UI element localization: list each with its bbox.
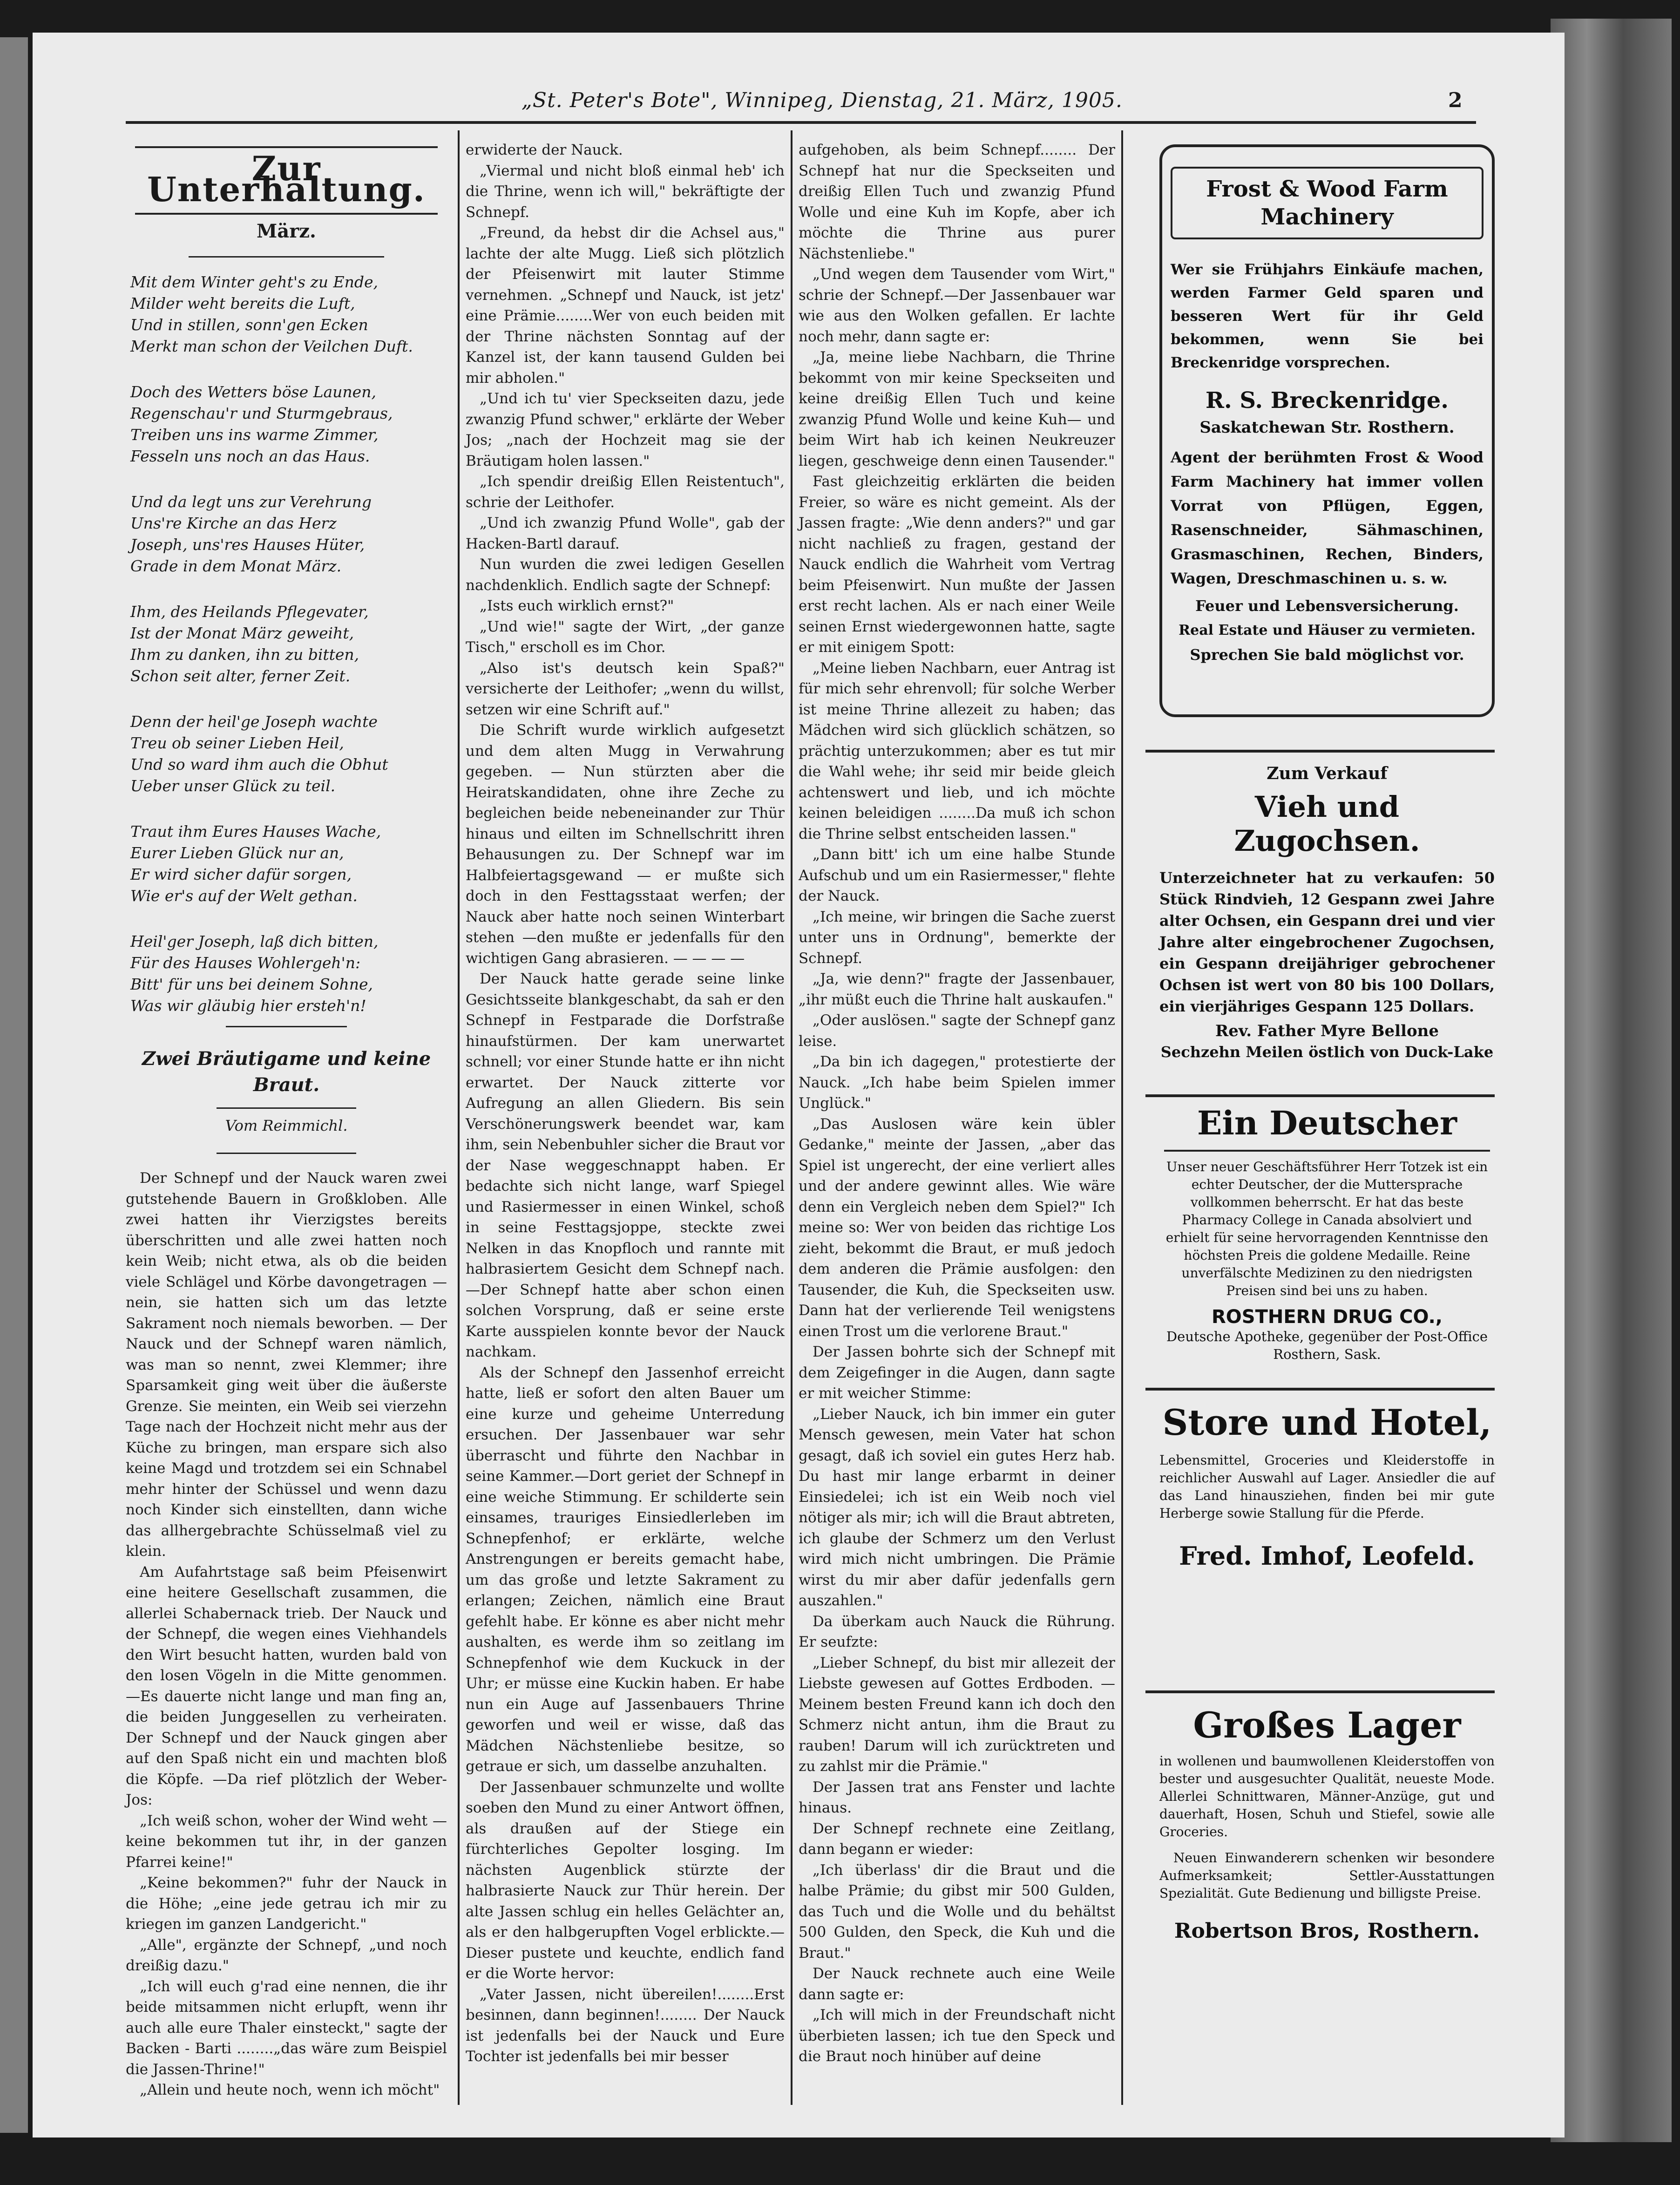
story-paragraph: Der Schnepf rechnete eine Zeitlang, dann begann er wieder: bbox=[799, 1820, 1115, 1858]
story-paragraph: Der Jassenbauer schmunzelte und wollte soeben den Mund zu einer Antwort öffnen, als draußen auf der Stiege ein fürchterliches Gepolter losging. Im nächsten Augenblick stürzte der halbrasierte Nauck zur Thür herein. Der alte Jassen schlug ein helles Gelächter an, als er den halbgerupften Vogel erblickte.— Dieser pustete und keuchte, endlich fand er die Worte hervor: bbox=[466, 1778, 785, 1982]
story-byline: Vom Reimmichl. bbox=[225, 1116, 348, 1134]
poem-stanza: Ihm, des Heilands Pflegevater, Ist der Monat März geweiht, Ihm zu danken, ihn zu bitten, Schon seit alter, ferner Zeit. bbox=[130, 602, 369, 685]
story-paragraph: „Ich spendir dreißig Ellen Reistentuch", schrie der Leithofer. bbox=[466, 473, 785, 511]
story-paragraph: „Ich weiß schon, woher der Wind weht —keine bekommen tut ihr, in der ganzen Pfarrei keine!" bbox=[126, 1812, 447, 1871]
section-rule-top bbox=[135, 146, 438, 148]
story-paragraph: „Ists euch wirklich ernst?" bbox=[480, 597, 674, 614]
ad-frost-wood-name: R. S. Breckenridge. bbox=[1206, 387, 1449, 414]
page-header bbox=[121, 88, 1471, 126]
column-1 bbox=[126, 140, 447, 2101]
story-paragraph: „Und ich tu' vier Speckseiten dazu, jede zwanzig Pfund schwer," erklärte der Weber Jos; „nach der Hochzeit mag sie der Bräutigam holen lassen." bbox=[466, 390, 785, 469]
poem-stanza: Heil'ger Joseph, laß dich bitten, Für des Hauses Wohlergeh'n: Bitt' für uns bei deinem Sohne, Was wir gläubig hier ersteh'n! bbox=[130, 932, 379, 1015]
ad-robertson-title: Großes Lager bbox=[1193, 1704, 1461, 1746]
story-paragraph: „Keine bekommen?" fuhr der Nauck in die Höhe; „eine jede getrau ich mir zu kriegen im ganzen Landgericht." bbox=[126, 1874, 447, 1933]
story-paragraph: „Dann bitt' ich um eine halbe Stunde Aufschub und um ein Rasiermesser," flehte der Nauck. bbox=[799, 846, 1115, 904]
column-3 bbox=[799, 140, 1115, 2067]
story-paragraph: Nun wurden die zwei ledigen Gesellen nachdenklich. Endlich sagte der Schnepf: bbox=[466, 556, 785, 594]
story-paragraph: „Oder auslösen." sagte der Schnepf ganz leise. bbox=[799, 1012, 1115, 1050]
ad-separator-3 bbox=[1145, 1388, 1495, 1391]
story-paragraph: „Ich meine, wir bringen die Sache zuerst unter uns in Ordnung", bemerkte der Schnepf. bbox=[799, 908, 1115, 967]
page-stack-edge bbox=[1551, 19, 1672, 2142]
ad-drug-company: ROSTHERN DRUG CO., bbox=[1211, 1306, 1443, 1328]
column-rule-3 bbox=[1121, 130, 1123, 2105]
ad-frost-wood-address: Saskatchewan Str. Rosthern. bbox=[1199, 418, 1455, 437]
story-paragraph: „Meine lieben Nachbarn, euer Antrag ist für mich sehr ehrenvoll; für solche Werber ist meine Thrine allezeit zu haben; das Mädchen wird sich glücklich schätzen, so prächtig unterzukommen; aber es tut mir die Wahl wehe; ihr seid mir beide gleich achtenswert und lieb, und ich möchte keinen beleidigen ........Da muß ich schon die Thrine selbst entscheiden lassen." bbox=[799, 659, 1115, 842]
story-paragraph: „Da bin ich dagegen," protestierte der Nauck. „Ich habe beim Spielen immer Unglück." bbox=[799, 1053, 1115, 1112]
story-paragraph: Fast gleichzeitig erklärten die beiden Freier, so wäre es nicht gemeint. Als der Jassen fragte: „Wie denn anders?" und gar nicht nachließ zu fragen, gestand der Nauck endlich die Wahrheit vom Vertrag beim Pfeisenwirt. Nun mußte der Jassen erst recht lachen. Als er nach einer Weile seinen Ernst wiedergewonnen hatte, sagte er mit einigem Spott: bbox=[799, 473, 1115, 656]
ad-robertson-signature: Robertson Bros, Rosthern. bbox=[1174, 1919, 1480, 1943]
ad-drug-rule bbox=[1164, 1150, 1490, 1152]
section-rule-bottom bbox=[135, 213, 438, 215]
story-paragraph: „Ich will euch g'rad eine nennen, die ihr beide mitsammen nicht erlupft, wenn ihr auch alle eure Thaler einsteckt," sagte der Backen - Barti ........„das wäre zum Beispiel die Jassen-Thrine!" bbox=[126, 1978, 447, 2078]
story-paragraph: „Und wegen dem Tausender vom Wirt," schrie der Schnepf.—Der Jassenbauer war wie aus den Wolken gefallen. Er lachte noch mehr, dann sagte er: bbox=[799, 266, 1115, 345]
poem-rule bbox=[189, 256, 384, 258]
story-paragraph: „Und wie!" sagte der Wirt, „der ganze Tisch," erscholl es im Chor. bbox=[466, 618, 785, 656]
story-paragraph: Der Schnepf und der Nauck waren zwei gutstehende Bauern in Großkloben. Alle zwei hatten ihr Vierzigstes bereits überschritten und alle zwei hatten noch kein Weib; nicht etwa, als ob die beiden viele Schlägel und Körbe davongetragen — nein, sie hatten sich um das letzte Sakrament noch niemals beworben. — Der Nauck und der Schnepf waren nämlich, was man so nennt, zwei Klemmer; ihre Sparsamkeit ging weit über die äußerste Grenze. Sie meinten, ein Weib sei vierzehn Tage nach der Hochzeit nicht mehr aus der Küche zu bringen, man erspare sich also keine Magd und trotzdem sei ein Schnabel mehr hinter der Schüssel und wenn dazu noch Kinder sich einstellten, dann wiche das allhergebrachte Schüsselmaß viel zu klein. bbox=[126, 1170, 447, 1560]
ad-frost-wood-title: Frost & Wood Farm Machinery bbox=[1171, 167, 1484, 239]
story-paragraph: Als der Schnepf den Jassenhof erreicht hatte, ließ er sofort den alten Bauer um eine kurze und geheime Unterredung ersuchen. Der Jassenbauer war sehr überrascht und führte den Nachbar in seine Kammer.—Dort geriet der Schnepf in eine weiche Stimmung. Er schilderte sein einsames, trauriges Einsiedlerleben im Schnepfenhof; er erklärte, welche Anstrengungen er bereits gemacht habe, um das große und letzte Sakrament zu erlangen; Zeichen, nämlich eine Braut gefehlt habe. Er könne es aber nicht mehr aushalten, es werde ihm so zeitlang im Schnepfenhof wie dem Kuckuck in der Uhr; er müsse eine Kuckin haben. Er habe nun ein Auge auf Jassenbauers Thrine geworfen und weil er wisse, daß das Mädchen Nächstenliebe besitze, so getraue er sich, um dasselbe anzuhalten. bbox=[466, 1364, 785, 1775]
story-paragraph: „Ja, meine liebe Nachbarn, die Thrine bekommt von mir keine Speckseiten und keine dreißig Ellen Tuch und keine zwanzig Pfund Wolle und keine Kuh— und beim Wirt hab ich keinen Neukreuzer liegen, geschweige denn einen Tausender." bbox=[799, 349, 1115, 469]
ad-vieh-signature: Rev. Father Myre Bellone bbox=[1215, 1022, 1439, 1040]
story-paragraph: erwiderte der Nauck. bbox=[466, 142, 623, 158]
story-paragraph: „Ja, wie denn?" fragte der Jassenbauer, „ihr müßt euch die Thrine halt auskaufen." bbox=[799, 970, 1115, 1008]
column-rule-1 bbox=[458, 130, 460, 2105]
header-rule bbox=[126, 121, 1476, 124]
poem-stanza: Mit dem Winter geht's zu Ende, Milder weht bereits die Luft, Und in stillen, sonn'gen Ecken Merkt man schon der Veilchen Duft. bbox=[130, 272, 413, 355]
poem-stanza: Doch des Wetters böse Launen, Regenschau'r und Sturmgebraus, Treiben uns ins warme Zimmer, Fesseln uns noch an das Haus. bbox=[130, 382, 393, 465]
story-paragraph: „Allein und heute noch, wenn ich möcht" bbox=[140, 2082, 440, 2098]
poem-end-rule bbox=[226, 1026, 347, 1027]
ad-frost-wood-intro: Wer sie Frühjahrs Einkäufe machen, werden Farmer Geld sparen und besseren Wert für ihr Geld bekommen, wenn Sie bei Breckenridge vorsprechen. bbox=[1171, 261, 1484, 371]
story-paragraph: Am Aufahrtstage saß beim Pfeisenwirt eine heitere Gesellschaft zusammen, die allerlei Schabernack trieb. Der Nauck und der Schnepf, die wegen eines Viehhandels den Wirt besucht hatten, wurden bald von den losen Vögeln in die Mitte genommen. —Es dauerte nicht lange und man fing an, die beiden Junggesellen zu verheiraten. Der Schnepf und der Nauck gingen aber auf den Spaß nicht ein und machten bloß die Köpfe. —Da rief plötzlich der Weber-Jos: bbox=[126, 1563, 447, 1808]
ad-robertson bbox=[1159, 1704, 1495, 1943]
ad-robertson-body: in wollenen und baumwollenen Kleiderstoffen von bester und ausgesuchter Qualität, neueste Mode. Allerlei Schnittwaren, Männer-Anzüge, gut und dauerhaft, Hosen, Schuh und Stiefel, sowie alle Groceries. bbox=[1159, 1753, 1495, 1839]
poem-stanza: Traut ihm Eures Hauses Wache, Eurer Lieben Glück nur an, Er wird sicher dafür sorgen, Wie er's auf der Welt gethan. bbox=[130, 822, 381, 905]
story-paragraph: Die Schrift wurde wirklich aufgesetzt und dem alten Mugg in Verwahrung gegeben. — Nun stürzten aber die Heiratskandidaten, ohne ihre Zeche zu begleichen beide nebeneinander zur Thür hinaus und eilten im Schnellschritt ihren Behausungen zu. Der Schnepf war im Halbfeiertagsgewand — er mußte sich doch in den Festtagsstaat werfen; der Nauck aber hatte noch seinen Winterbart stehen —den mußte er jedenfalls für den wichtigen Gang abrasieren. — — — — bbox=[466, 722, 785, 967]
ad-frost-wood-insurance: Feuer und Lebensversicherung. bbox=[1195, 597, 1459, 615]
newspaper-page bbox=[33, 33, 1565, 2138]
ad-separator-4 bbox=[1145, 1690, 1495, 1693]
ad-vieh-title: Vieh und Zugochsen. bbox=[1234, 790, 1420, 858]
story-paragraph: „Alle", ergänzte der Schnepf, „und noch dreißig dazu." bbox=[126, 1936, 447, 1974]
story-paragraph: „Also ist's deutsch kein Spaß?" versicherte der Leithofer; „wenn du willst, setzen wir eine Schrift auf." bbox=[466, 659, 785, 718]
story-paragraph: Da überkam auch Nauck die Rührung. Er seufzte: bbox=[799, 1613, 1115, 1650]
story-title: Zwei Bräutigame und keine Braut. bbox=[142, 1047, 431, 1096]
story-paragraph: „Ich will mich in der Freundschaft nicht überbieten lassen; ich tue den Speck und die Braut noch hinüber auf deine bbox=[799, 2007, 1115, 2065]
ad-store-signature: Fred. Imhof, Leofeld. bbox=[1179, 1541, 1475, 1571]
story-paragraph: Der Nauck hatte gerade seine linke Gesichtsseite blankgeschabt, da sah er den Schnepf in Festparade die Dorfstraße hinaufstürmen. Der kam unerwartet schnell; vor einer Stunde hatte er ihn nicht erwartet. Der Nauck zitterte vor Aufregung an allen Gliedern. Bis sein Verschönerungswerk beendet war, kam ihm, sein Nebenbuhler sicher die Braut vor der Nase weggeschnappt haben. Er bedachte sich nicht lange, warf Spiegel und Rasiermesser in einen Winkel, schoß in seine Festtagsjoppe, steckte zwei Nelken in das Knopfloch und rannte mit halbrasiertem Gesicht dem Schnepf nach.—Der Schnepf hatte aber schon einen solchen Vorsprung, daß er seine erste Karte ausspielen konnte bevor der Nauck nachkam. bbox=[466, 970, 785, 1360]
story-paragraph: „Freund, da hebst dir die Achsel aus," lachte der alte Mugg. Ließ sich plötzlich der Pfeisenwirt mit lauter Stimme vernehmen. „Schnepf und Nauck, ist jetz' eine Prämie........Wer von euch beiden mit der Thrine nächsten Sonntag auf der Kanzel ist, der kann tausend Gulden bei mir abholen." bbox=[466, 224, 785, 387]
ad-separator-1 bbox=[1145, 750, 1495, 753]
ad-store-body: Lebensmittel, Groceries und Kleiderstoffe in reichlicher Auswahl auf Lager. Ansiedler die auf das Land hinausziehen, finden bei mir gute Herberge sowie Stallung für die Pferde. bbox=[1159, 1452, 1495, 1521]
ad-drug-body: Unser neuer Geschäftsführer Herr Totzek ist ein echter Deutscher, der die Muttersprache vollkommen beherrscht. Er hat das beste Pharmacy College in Canada absolviert und erhielt für seine hervorragenden Kenntnisse den höchsten Preis die goldene Medaille. Reine unverfälschte Medizinen zu den niedrigsten Preisen sind bei uns zu haben. bbox=[1165, 1159, 1489, 1298]
ad-store-title: Store und Hotel, bbox=[1162, 1402, 1492, 1443]
section-title: Zur Unterhaltung. bbox=[147, 149, 426, 209]
ad-vieh-body: Unterzeichneter hat zu verkaufen: 50 Stück Rindvieh, 12 Gespann zwei Jahre alter Ochsen, ein Gespann drei und vier Jahre alter eingebrochener Zugochsen, ein Gespann dreijähriger gebrochener Ochsen ist wert von 80 bis 100 Dollars, ein vierjähriges Gespann 125 Dollars. bbox=[1159, 869, 1495, 1015]
ad-robertson-body2: Neuen Einwanderern schenken wir besondere Aufmerksamkeit; Settler-Ausstattungen Spezialität. Gute Bedienung und billigste Preise. bbox=[1159, 1850, 1495, 1901]
ad-frost-wood-realestate: Real Estate und Häuser zu vermieten. bbox=[1179, 622, 1476, 638]
ad-separator-2 bbox=[1145, 1094, 1495, 1097]
poem-stanza: Denn der heil'ge Joseph wachte Treu ob seiner Lieben Heil, Und so ward ihm auch die Obhut Ueber unser Glück zu teil. bbox=[130, 712, 388, 795]
column-rule-2 bbox=[791, 130, 793, 2105]
ad-vieh-location: Sechzehn Meilen östlich von Duck-Lake bbox=[1160, 1043, 1494, 1061]
story-paragraph: Der Jassen trat ans Fenster und lachte hinaus. bbox=[799, 1778, 1115, 1816]
story-rule bbox=[217, 1107, 356, 1109]
story-paragraph: Der Nauck rechnete auch eine Weile dann sagte er: bbox=[799, 1965, 1115, 2003]
header-line: „St. Peter's Bote", Winnipeg, Dienstag, 21. März, 1905. bbox=[522, 88, 1123, 112]
story-paragraph: „Und ich zwanzig Pfund Wolle", gab der Hacken-Bartl darauf. bbox=[466, 515, 785, 552]
ad-vieh-kicker: Zum Verkauf bbox=[1267, 764, 1388, 783]
ad-frost-wood bbox=[1159, 144, 1495, 717]
ad-store-hotel bbox=[1159, 1402, 1495, 1571]
facing-page-edge bbox=[0, 37, 28, 2133]
ad-frost-wood-body: Agent der berühmten Frost & Wood Farm Machinery hat immer vollen Vorrat von Pflügen, Eggen, Rasenschneider, Sähmaschinen, Grasmaschinen, Rechen, Binders, Wagen, Dreschmaschinen u. s. w. bbox=[1171, 448, 1484, 587]
story-paragraph: „Das Auslosen wäre kein übler Gedanke," meinte der Jassen, „aber das Spiel ist ungerecht, der eine verliert alles und der andere gewinnt alles. Wie wäre denn ein Vergleich neben dem Spiel?" Ich meine so: Wer von beiden das richtige Los zieht, bekommt die Braut, er muß jedoch dem anderen die Prämie ausfolgen: den Tausender, die Kuh, die Speckseiten usw. Dann hat der verlierende Teil wenigstens einen Trost um die verlorene Braut." bbox=[799, 1115, 1115, 1340]
story-paragraph: Der Jassen bohrte sich der Schnepf mit dem Zeigefinger in die Augen, dann sagte er mit weicher Stimme: bbox=[799, 1344, 1115, 1402]
story-paragraph: „Ich überlass' dir die Braut und die halbe Prämie; du gibst mir 500 Gulden, das Tuch und die Wolle und du behältst 500 Gulden, den Speck, die Kuh und die Braut." bbox=[799, 1861, 1115, 1961]
poem-stanza: Und da legt uns zur Verehrung Uns're Kirche an das Herz Joseph, uns'res Hauses Hüter, Grade in dem Monat März. bbox=[130, 492, 372, 575]
column-2 bbox=[466, 140, 785, 2067]
story-paragraph: „Lieber Schnepf, du bist mir allezeit der Liebste gewesen auf Gottes Erdboden. — Meinem besten Freund kann ich doch den Schmerz nicht antun, ihm die Braut zu rauben! Darum will ich zurücktreten und zu zahlst mir die Prämie." bbox=[799, 1654, 1115, 1775]
ad-drug-store bbox=[1159, 1104, 1495, 1363]
story-paragraph: aufgehoben, als beim Schnepf........ Der Schnepf hat nur die Speckseiten und dreißig Ellen Tuch und zwanzig Pfund Wolle und eine Kuh im Kopfe, aber ich möchte die Thrine aus purer Nächstenliebe." bbox=[799, 142, 1115, 262]
ad-drug-tagline: Deutsche Apotheke, gegenüber der Post-Office Rosthern, Sask. bbox=[1166, 1329, 1488, 1362]
story-paragraph: „Viermal und nicht bloß einmal heb' ich die Thrine, wenn ich will," bekräftigte der Schnepf. bbox=[466, 162, 785, 221]
ad-drug-title: Ein Deutscher bbox=[1197, 1104, 1457, 1142]
ad-vieh bbox=[1159, 764, 1495, 1061]
story-paragraph: „Vater Jassen, nicht übereilen!........Erst besinnen, dann beginnen!........ Der Nauck ist jedenfalls bei der Nauck und Eure Tochter ist jedenfalls bei mir besser bbox=[466, 1986, 785, 2065]
page-number: 2 bbox=[1448, 88, 1463, 112]
story-paragraph: „Lieber Nauck, ich bin immer ein guter Mensch gewesen, mein Vater hat schon gesagt, daß ich soviel ein gutes Herz hab. Du hast mir lange erbarmt in deiner Einsiedelei; ich ist ein Weib noch viel nötiger als mir; ich will die Braut abtreten, ich glaube der Schmerz um den Verlust wird mich nicht umbringen. Die Prämie wirst du mir aber dafür jedenfalls gern auszahlen." bbox=[799, 1405, 1115, 1609]
poem-title: März. bbox=[257, 220, 316, 242]
byline-rule bbox=[217, 1153, 356, 1154]
ad-frost-wood-closing: Sprechen Sie bald möglichst vor. bbox=[1190, 646, 1464, 664]
